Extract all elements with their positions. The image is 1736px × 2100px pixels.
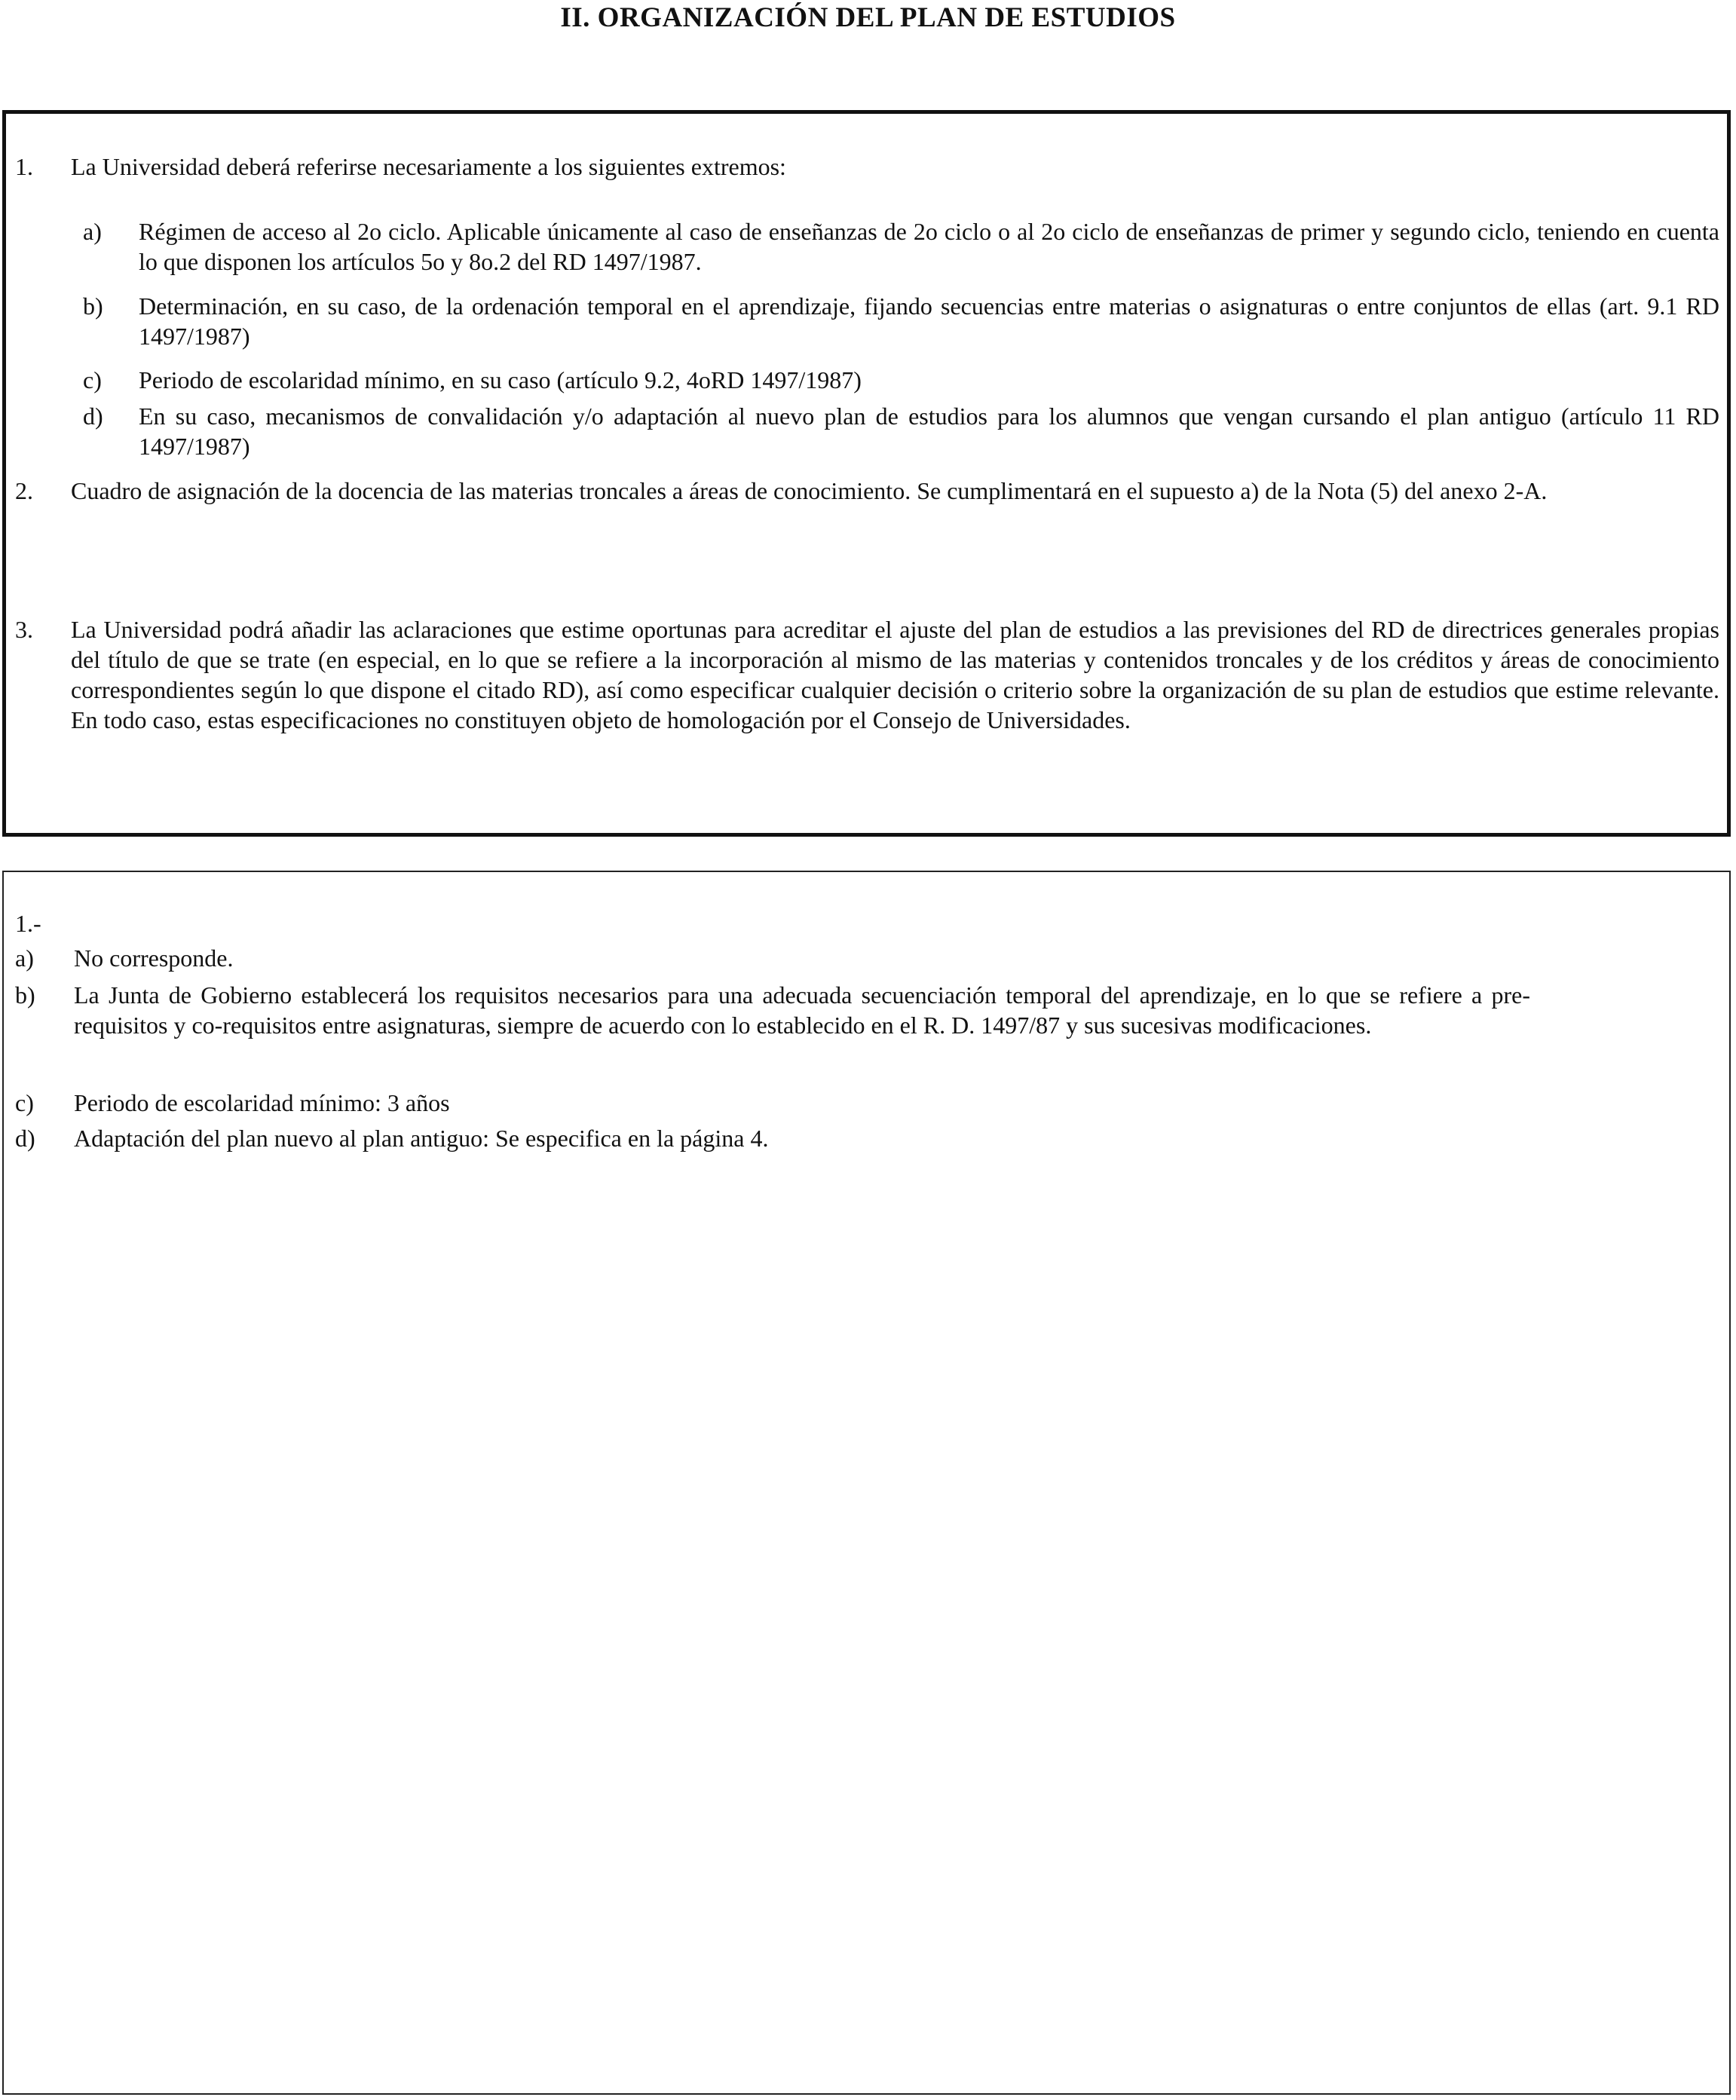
item-2-marker: 2. (15, 477, 33, 504)
response-b-marker: b) (15, 981, 35, 1009)
subitem-b-text: Determinación, en su caso, de la ordenación temporal en el aprendizaje, fijando secuencias entre materias o asignaturas o entre conjuntos de ellas (art. 9.1 RD 1497/1987) (139, 292, 1719, 350)
response-c-text: Periodo de escolaridad mínimo: 3 años (74, 1089, 450, 1116)
response-b-text: La Junta de Gobierno establecerá los requisitos necesarios para una adecuada secuenciación temporal del aprendizaje, en lo que se refiere a pre-requisitos y co-requisitos entre asignaturas, siempre de acuerdo con lo establecido en el R. D. 1497/87 y sus sucesivas modificaciones. (74, 981, 1530, 1039)
subitem-a-marker: a) (83, 218, 102, 245)
subitem-d-marker: d) (83, 403, 103, 430)
item-1-marker: 1. (15, 153, 33, 180)
response-d-text: Adaptación del plan nuevo al plan antiguo: Se especifica en la página 4. (74, 1125, 769, 1152)
response-a-text: No corresponde. (74, 944, 234, 972)
subitem-c-marker: c) (83, 366, 102, 393)
subitem-d-text: En su caso, mecanismos de convalidación y/o adaptación al nuevo plan de estudios para los alumnos que vengan cursando el plan antiguo (artículo 11 RD 1497/1987) (139, 403, 1719, 460)
item-3-text: La Universidad podrá añadir las aclaraciones que estime oportunas para acreditar el ajuste del plan de estudios a las previsiones del RD de directrices generales propias del título de que se trate (en especial, en lo que se refiere a la incorporación al mismo de las materias y contenidos troncales y de los créditos y áreas de conocimiento correspondientes según lo que dispone el citado RD), así como especificar cualquier decisión o criterio sobre la organización de su plan de estudios que estime relevante. En todo caso, estas especificaciones no constituyen objeto de homologación por el Consejo de Universidades. (71, 616, 1719, 733)
response-a-marker: a) (15, 944, 34, 972)
subitem-b-marker: b) (83, 292, 103, 320)
response-heading: 1.- (15, 910, 41, 937)
item-1-text: La Universidad deberá referirse necesariamente a los siguientes extremos: (71, 153, 786, 180)
page-title: II. ORGANIZACIÓN DEL PLAN DE ESTUDIOS (560, 2, 1176, 33)
subitem-a-text: Régimen de acceso al 2o ciclo. Aplicable únicamente al caso de enseñanzas de 2o ciclo o al 2o ciclo de enseñanzas de primer y segundo ciclo, teniendo en cuenta lo que disponen los artículos 5o y 8o.2 del RD 1497/1987. (139, 218, 1719, 275)
item-3-marker: 3. (15, 616, 33, 643)
response-c-marker: c) (15, 1089, 34, 1116)
response-d-marker: d) (15, 1125, 35, 1152)
item-2-text: Cuadro de asignación de la docencia de las materias troncales a áreas de conocimiento. Se cumplimentará en el supuesto a) de la Nota (5) del anexo 2-A. (71, 477, 1548, 504)
response-box (2, 871, 1731, 2095)
subitem-c-text: Periodo de escolaridad mínimo, en su caso (artículo 9.2, 4oRD 1497/1987) (139, 366, 862, 393)
